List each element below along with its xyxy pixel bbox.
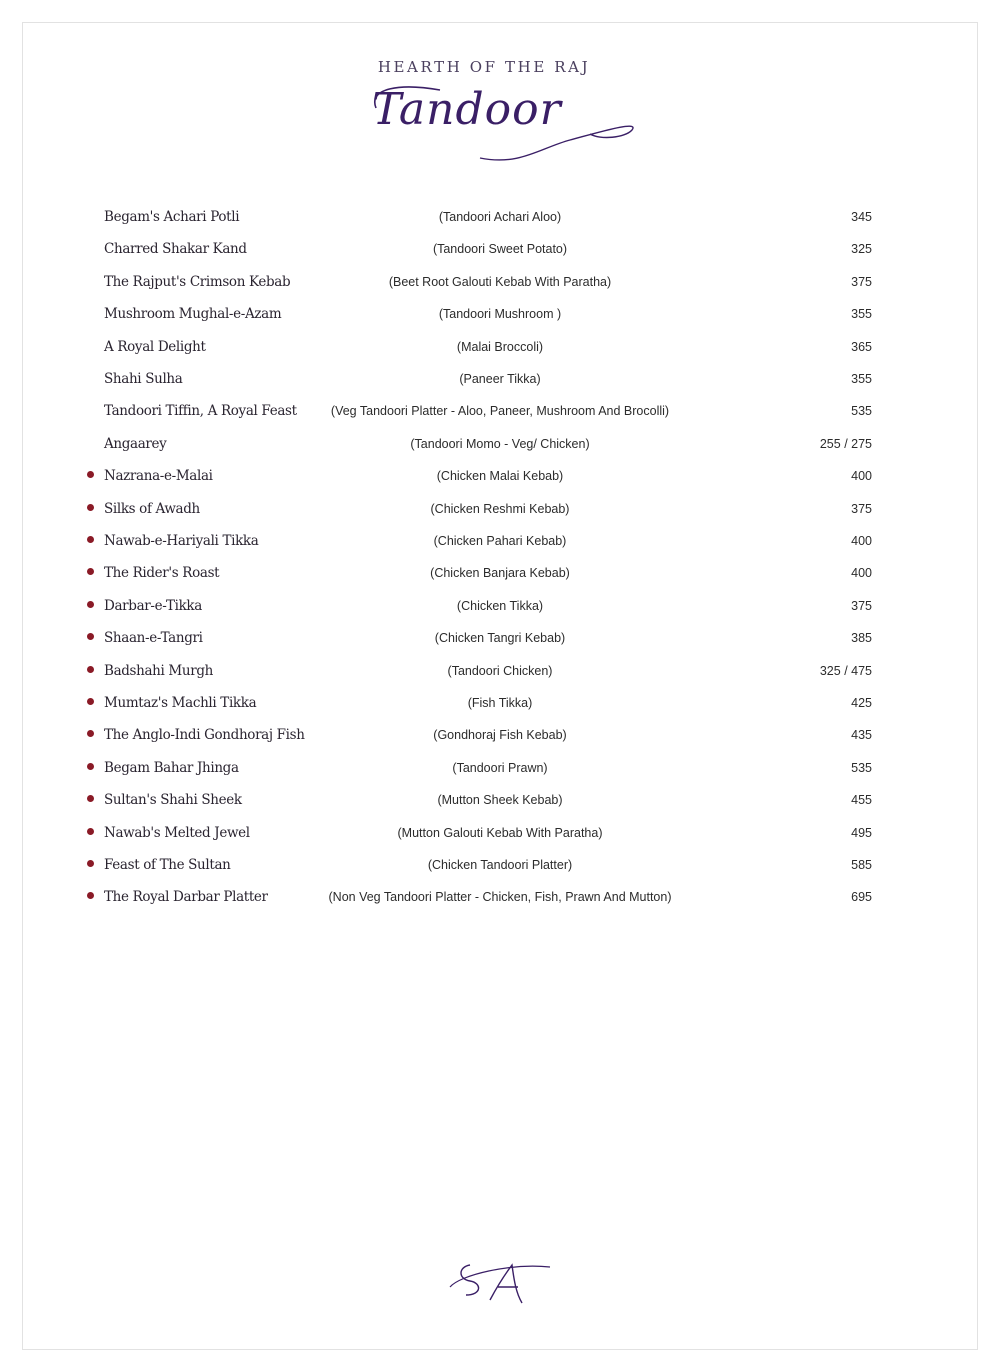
item-description: (Chicken Malai Kebab)	[436, 469, 564, 484]
item-price: 585	[851, 858, 872, 872]
menu-item	[0, 297, 1000, 329]
item-name: Begam's Achari Potli	[104, 209, 240, 225]
menu-item	[0, 686, 1000, 718]
item-name: Mushroom Mughal-e-Azam	[104, 306, 282, 323]
item-price: 355	[851, 307, 872, 322]
menu-item	[0, 492, 1000, 524]
item-name: The Royal Darbar Platter	[104, 889, 268, 906]
item-description: (Mutton Sheek Kebab)	[437, 793, 563, 808]
item-price: 400	[851, 566, 872, 581]
item-price: 535	[851, 760, 872, 775]
monogram-logo	[440, 1245, 560, 1315]
menu-item	[0, 589, 1000, 621]
item-price: 435	[851, 728, 872, 743]
item-description: (Tandoori Sweet Potato)	[432, 242, 568, 257]
item-description: (Tandoori Chicken)	[447, 663, 553, 678]
item-description: (Paneer Tikka)	[459, 372, 541, 386]
menu-item	[0, 459, 1000, 491]
item-description: (Fish Tikka)	[467, 696, 533, 710]
item-price: 375	[851, 598, 872, 613]
item-price: 375	[851, 501, 872, 516]
item-price: 400	[851, 469, 872, 484]
item-name: Nawab-e-Hariyali Tikka	[104, 533, 259, 549]
corner-ornament	[0, 0, 40, 40]
non-veg-bullet-icon	[87, 730, 94, 737]
item-description: (Gondhoraj Fish Kebab)	[433, 728, 567, 743]
item-description: (Tandoori Momo - Veg/ Chicken)	[410, 436, 590, 451]
item-price: 345	[851, 210, 872, 224]
non-veg-bullet-icon	[87, 860, 94, 867]
item-name: Feast of The Sultan	[104, 857, 231, 873]
item-name: The Anglo-Indi Gondhoraj Fish	[104, 727, 305, 744]
item-description: (Malai Broccoli)	[456, 339, 544, 354]
menu-item	[0, 427, 1000, 459]
item-price: 385	[851, 631, 872, 646]
item-name: Sultan's Shahi Sheek	[104, 792, 242, 809]
menu-item	[0, 816, 1000, 848]
corner-ornament	[0, 1332, 40, 1372]
corner-ornament	[960, 0, 1000, 40]
item-name: Nazrana-e-Malai	[104, 468, 213, 485]
non-veg-bullet-icon	[87, 471, 94, 478]
non-veg-bullet-icon	[87, 666, 94, 673]
item-name: Tandoori Tiffin, A Royal Feast	[104, 403, 297, 420]
menu-item	[0, 524, 1000, 556]
item-description: (Non Veg Tandoori Platter - Chicken, Fish, Prawn And Mutton)	[328, 890, 672, 905]
menu-item	[0, 200, 1000, 232]
item-price: 325 / 475	[819, 663, 872, 678]
item-price: 535	[851, 404, 872, 419]
item-description: (Chicken Tikka)	[456, 598, 544, 613]
menu-item	[0, 556, 1000, 588]
item-price: 695	[851, 890, 872, 905]
menu-header	[0, 58, 1000, 76]
non-veg-bullet-icon	[87, 892, 94, 899]
non-veg-bullet-icon	[87, 763, 94, 770]
menu-item	[0, 751, 1000, 783]
item-description: (Tandoori Mushroom )	[438, 307, 562, 322]
item-name: Shahi Sulha	[104, 371, 183, 387]
item-name: Begam Bahar Jhinga	[104, 759, 239, 776]
restaurant-name: HEARTH OF THE RAJ	[377, 58, 591, 76]
non-veg-bullet-icon	[87, 698, 94, 705]
non-veg-bullet-icon	[87, 633, 94, 640]
item-name: Badshahi Murgh	[104, 662, 213, 679]
item-description: (Beet Root Galouti Kebab With Paratha)	[388, 274, 612, 289]
menu-item	[0, 394, 1000, 426]
item-name: The Rider's Roast	[104, 565, 220, 582]
non-veg-bullet-icon	[87, 568, 94, 575]
menu-item	[0, 848, 1000, 880]
non-veg-bullet-icon	[87, 828, 94, 835]
item-description: (Mutton Galouti Kebab With Paratha)	[397, 825, 603, 840]
menu-item	[0, 265, 1000, 297]
item-name: A Royal Delight	[104, 338, 206, 355]
item-description: (Tandoori Achari Aloo)	[438, 210, 562, 224]
non-veg-bullet-icon	[87, 795, 94, 802]
item-description: (Chicken Banjara Kebab)	[430, 566, 570, 581]
section-title-text: Tandoor	[372, 84, 562, 135]
non-veg-bullet-icon	[87, 504, 94, 511]
menu-item	[0, 654, 1000, 686]
non-veg-bullet-icon	[87, 601, 94, 608]
menu-item	[0, 880, 1000, 912]
item-description: (Chicken Tandoori Platter)	[427, 858, 573, 872]
item-price: 375	[851, 274, 872, 289]
non-veg-bullet-icon	[87, 536, 94, 543]
item-name: Angaarey	[104, 435, 167, 452]
item-description: (Veg Tandoori Platter - Aloo, Paneer, Mushroom And Brocolli)	[330, 404, 670, 419]
item-price: 365	[851, 339, 872, 354]
item-price: 325	[851, 242, 872, 257]
item-description: (Chicken Pahari Kebab)	[433, 534, 567, 548]
item-price: 495	[851, 825, 872, 840]
menu-item	[0, 621, 1000, 653]
item-price: 400	[851, 534, 872, 548]
item-price: 255 / 275	[819, 436, 872, 451]
item-description: (Chicken Reshmi Kebab)	[430, 501, 570, 516]
section-title	[360, 78, 650, 178]
item-description: (Chicken Tangri Kebab)	[434, 631, 566, 646]
item-name: Mumtaz's Machli Tikka	[104, 695, 257, 711]
item-name: Silks of Awadh	[104, 500, 200, 517]
item-price: 355	[851, 372, 872, 386]
item-price: 425	[851, 696, 872, 710]
menu-item	[0, 362, 1000, 394]
item-price: 455	[851, 793, 872, 808]
menu-item	[0, 330, 1000, 362]
menu-item	[0, 232, 1000, 264]
item-name: Nawab's Melted Jewel	[104, 824, 250, 841]
item-name: The Rajput's Crimson Kebab	[104, 273, 291, 290]
item-name: Charred Shakar Kand	[104, 241, 247, 258]
corner-ornament	[960, 1332, 1000, 1372]
item-description: (Tandoori Prawn)	[452, 760, 548, 775]
item-name: Darbar-e-Tikka	[104, 597, 202, 614]
item-name: Shaan-e-Tangri	[104, 630, 203, 647]
menu-item	[0, 783, 1000, 815]
menu-item	[0, 718, 1000, 750]
